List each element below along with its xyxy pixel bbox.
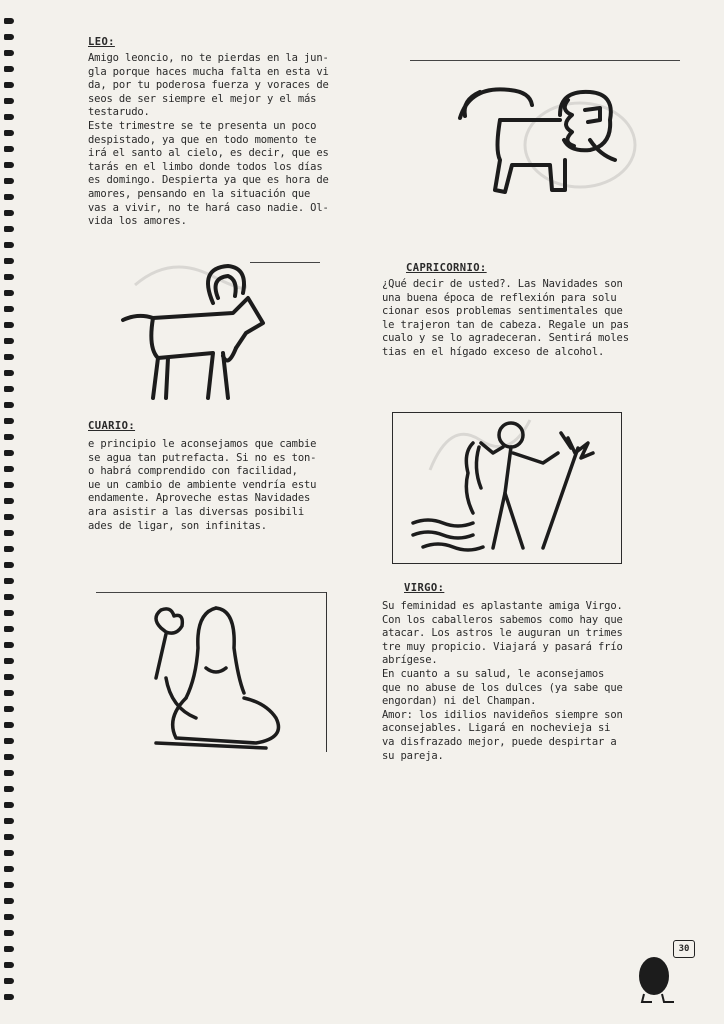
binding-ring (4, 546, 14, 552)
frame-edge (326, 592, 327, 752)
text-line: atacar. Los astros le auguran un trimes (382, 627, 623, 640)
binding-ring (4, 594, 14, 600)
leo-heading: LEO: (88, 36, 115, 48)
text-line: tias en el hígado exceso de alcohol. (382, 345, 605, 358)
binding-ring (4, 882, 14, 888)
text-line: va disfrazado mejor, puede despirtar a (382, 735, 617, 748)
text-line: endamente. Aproveche estas Navidades (88, 492, 311, 505)
text-line: es domingo. Despierta ya que es hora de (88, 174, 329, 187)
binding-ring (4, 930, 14, 936)
text-line: tre muy propicio. Viajará y pasará frío (382, 640, 623, 653)
binding-ring (4, 562, 14, 568)
binding-ring (4, 434, 14, 440)
binding-ring (4, 34, 14, 40)
capricornio-heading: CAPRICORNIO: (406, 262, 487, 274)
binding-ring (4, 146, 14, 152)
text-line: ¿Qué decir de usted?. Las Navidades son (382, 278, 623, 290)
divider-line (250, 262, 320, 263)
capricornio-section (382, 262, 629, 360)
binding-ring (4, 658, 14, 664)
binding-ring (4, 50, 14, 56)
goat-drawing (118, 258, 278, 408)
text-line: le trajeron tan de cabeza. Regale un pas (382, 318, 629, 331)
binding-ring (4, 82, 14, 88)
binding-ring (4, 754, 14, 760)
acuario-section (88, 420, 316, 533)
text-line: cualo y se lo agradeceran. Sentirá moles (382, 332, 629, 345)
text-line: ara asistir a las diversas posibili (88, 505, 305, 518)
text-line: engordan) ni del Champan. (382, 695, 537, 708)
binding-ring (4, 338, 14, 344)
binding-ring (4, 610, 14, 616)
text-line: Este trimestre se te presenta un poco (88, 119, 317, 132)
binding-ring (4, 770, 14, 776)
binding-ring (4, 690, 14, 696)
binding-ring (4, 210, 14, 216)
text-line: da, por tu poderosa fuerza y voraces de (88, 79, 329, 92)
binding-ring (4, 818, 14, 824)
text-line: tarás en el limbo donde todos los días (88, 160, 323, 173)
binding-ring (4, 866, 14, 872)
binding-ring (4, 354, 14, 360)
binding-ring (4, 626, 14, 632)
binding-ring (4, 914, 14, 920)
page-number: 30 (673, 940, 695, 958)
binding-ring (4, 306, 14, 312)
binding-ring (4, 994, 14, 1000)
binding-ring (4, 66, 14, 72)
virgo-body (382, 600, 623, 763)
binding-ring (4, 722, 14, 728)
text-line: En cuanto a su salud, le aconsejamos (382, 667, 605, 680)
text-line: despistado, ya que en todo momento te (88, 133, 317, 146)
binding-ring (4, 418, 14, 424)
binding-ring (4, 514, 14, 520)
divider-line (410, 60, 680, 61)
text-line: ue un cambio de ambiente vendría estu (88, 478, 317, 491)
seated-woman-with-flower-drawing (126, 598, 306, 768)
binding-ring (4, 162, 14, 168)
text-line: irá el santo al cielo, es decir, que es (88, 147, 329, 160)
text-line: que no abuse de los dulces (ya sabe que (382, 681, 623, 694)
acuario-heading: CUARIO: (88, 420, 136, 432)
binding-ring (4, 466, 14, 472)
text-line: abrígese. (382, 654, 438, 667)
binding-ring (4, 642, 14, 648)
capricornio-body (382, 278, 629, 360)
text-line: gla porque haces mucha falta en esta vi (88, 65, 329, 78)
binding-ring (4, 290, 14, 296)
binding-ring (4, 450, 14, 456)
binding-ring (4, 834, 14, 840)
text-line: vas a vivir, no te hará caso nadie. Ol- (88, 201, 329, 214)
acuario-body (88, 438, 316, 533)
text-line: Con los caballeros sabemos como hay que (382, 613, 623, 626)
text-line: cionar esos problemas sentimentales que (382, 305, 623, 318)
leo-section (88, 36, 329, 229)
divider-line (96, 592, 326, 593)
text-line: e principio le aconsejamos que cambie (88, 438, 317, 450)
binding-ring (4, 370, 14, 376)
binding-ring (4, 786, 14, 792)
binding-ring (4, 98, 14, 104)
lion-drawing (440, 80, 640, 210)
binding-ring (4, 194, 14, 200)
text-line: se agua tan putrefacta. Si no es ton- (88, 451, 317, 464)
binding-ring (4, 322, 14, 328)
text-line: Amor: los idilios navideños siempre son (382, 708, 623, 721)
binding-ring (4, 850, 14, 856)
binding-ring (4, 978, 14, 984)
binding-ring (4, 578, 14, 584)
leo-body (88, 52, 329, 229)
binding-ring (4, 706, 14, 712)
binding-ring (4, 226, 14, 232)
binding-ring (4, 18, 14, 24)
text-line: una buena época de reflexión para solu (382, 291, 617, 304)
binding-ring (4, 114, 14, 120)
text-line: aconsejables. Ligará en nochevieja si (382, 722, 611, 735)
binding-ring (4, 130, 14, 136)
text-line: vida los amores. (88, 215, 187, 228)
binding-ring (4, 178, 14, 184)
text-line: ades de ligar, son infinitas. (88, 519, 267, 532)
text-line: testarudo. (88, 106, 150, 119)
binding-ring (4, 738, 14, 744)
archer-with-trident-drawing (393, 413, 621, 563)
binding-ring (4, 802, 14, 808)
binding-ring (4, 242, 14, 248)
binding-ring (4, 386, 14, 392)
text-line: o habrá comprendido con facilidad, (88, 465, 298, 478)
text-line: su pareja. (382, 749, 444, 762)
spiral-binding (0, 18, 22, 1018)
binding-ring (4, 530, 14, 536)
binding-ring (4, 946, 14, 952)
text-line: seos de ser siempre el mejor y el más (88, 92, 317, 105)
binding-ring (4, 898, 14, 904)
text-line: Amigo leoncio, no te pierdas en la jun- (88, 52, 329, 64)
binding-ring (4, 498, 14, 504)
binding-ring (4, 674, 14, 680)
binding-ring (4, 274, 14, 280)
virgo-section (382, 582, 623, 763)
text-line: Su feminidad es aplastante amiga Virgo. (382, 600, 623, 612)
binding-ring (4, 482, 14, 488)
binding-ring (4, 258, 14, 264)
virgo-heading: VIRGO: (404, 582, 445, 594)
binding-ring (4, 962, 14, 968)
binding-ring (4, 402, 14, 408)
archer-frame (392, 412, 622, 564)
text-line: amores, pensando en la situación que (88, 187, 311, 200)
